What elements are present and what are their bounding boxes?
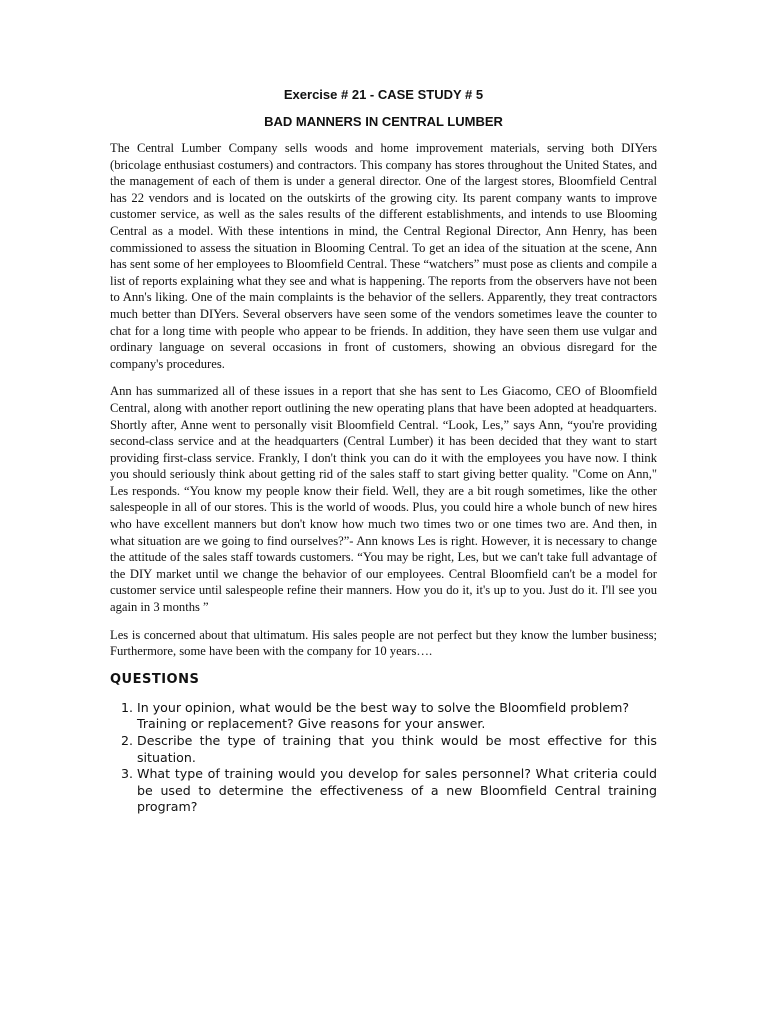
question-followup: Training or replacement? Give reasons for your answer.	[137, 716, 486, 732]
document-content	[110, 86, 657, 816]
question-text: 2. Describe the type of training that you think would be most effective for this situation.	[137, 733, 657, 765]
question-text: 1. In your opinion, what would be the best way to solve the Bloomfield problem?	[137, 699, 630, 715]
exercise-title: Exercise # 21 - CASE STUDY # 5	[283, 87, 484, 102]
paragraph-3: Les is concerned about that ultimatum. His sales people are not perfect but they know the lumber business; Furthermore, some have been with the company for 10 years….	[110, 627, 657, 659]
question-item	[137, 700, 657, 733]
paragraph-1: The Central Lumber Company sells woods and home improvement materials, serving both DIYers (bricolage enthusiast costumers) and contractors. This company has stores throughout the United States, and the management of each of them is under a general director. One of the largest stores, Bloomfield Central has 22 vendors and is located on the outskirts of the growing city. Its parent company wants to improve customer service, as well as the sales results of the different establishments, and intends to use Blooming Central as a model. With these intentions in mind, the Central Regional Director, Ann Henry, has been commissioned to assess the situation in Blooming Central. To get an idea of the situation at the scene, Ann has sent some of her employees to Bloomfield Central. These “watchers” must pose as clients and compile a list of reports explaining what they see and what is happening. The reports from the observers have not been to Ann's liking. One of the main complaints is the behavior of the sellers. Apparently, they treat contractors much better than DIYers. Several observers have seen some of the vendors sometimes leave the counter to chat for a long time with people who appear to be friends. In addition, they have seen them use vulgar and ordinary language on several occasions in front of customers, showing an obvious disregard for the company's procedures.	[110, 141, 657, 371]
question-text: 3. What type of training would you develop for sales personnel? What criteria could be used to determine the effectiveness of a new Bloomfield Central training program?	[137, 766, 657, 815]
questions-list	[110, 700, 657, 816]
question-item	[137, 766, 657, 816]
question-item	[137, 733, 657, 766]
questions-heading: QUESTIONS	[110, 671, 200, 687]
paragraph-2: Ann has summarized all of these issues in a report that she has sent to Les Giacomo, CEO of Bloomfield Central, along with another report outlining the new operating plans that have been adopted at headquarters. Shortly after, Anne went to personally visit Bloomfield Central. “Look, Les,” says Ann, “you're providing second-class service and at the headquarters (Central Lumber) it has been decided that they want to start providing first-class service. Frankly, I don't think you can do it with the employees you have now. I think you should seriously think about getting rid of the sales staff to start giving better quality. "Come on Ann," Les responds. “You know my people know their field. Well, they are a bit rough sometimes, like the other salespeople in all of our stores. This is the world of woods. Plus, you could hire a whole bunch of new hires who have excellent manners but don't know how much two times two or one times two are. And then, in what situation are we going to find ourselves?”- Ann knows Les is right. However, it is necessary to change the attitude of the sales staff towards customers. “You may be right, Les, but we can't take full advantage of the DIY market until we change the behavior of our employees. Central Bloomfield can't be a model for customer service until salespeople refine their manners. How you do it, it's up to you. Just do it. I'll see you again in 3 months ”	[110, 384, 657, 615]
case-study-title: BAD MANNERS IN CENTRAL LUMBER	[264, 114, 503, 129]
